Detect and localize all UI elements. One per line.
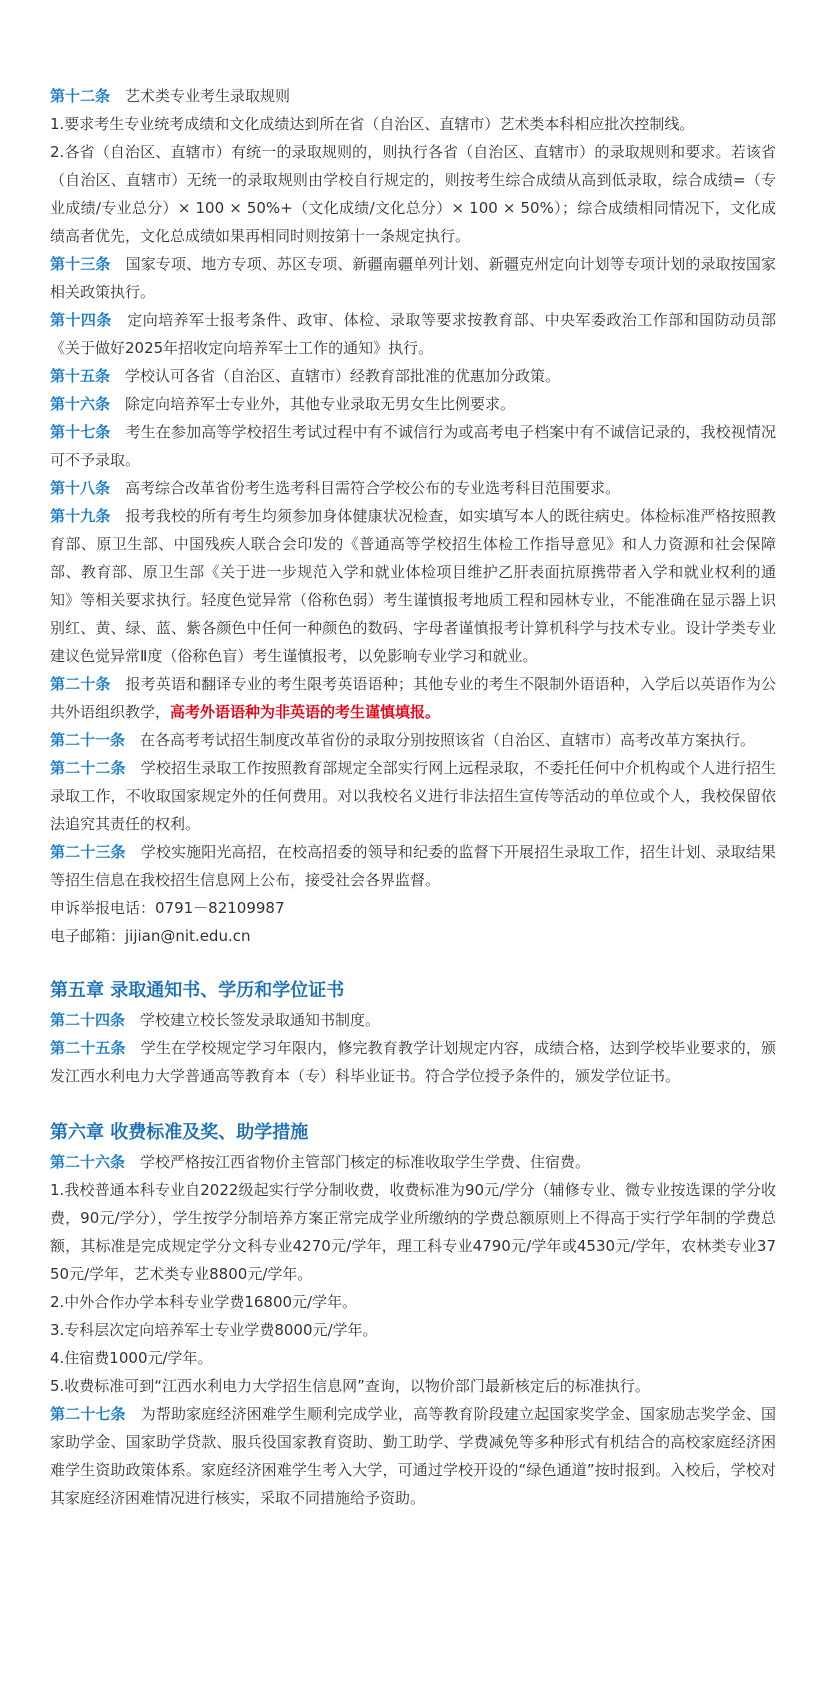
article [50, 250, 776, 306]
chapter-5-articles [50, 1006, 776, 1090]
article-paragraph [50, 1344, 776, 1372]
article-text: 定向培养军士报考条件、政审、体检、录取等要求按教育部、中央军委政治工作部和国防动员部《关于做好2025年招收定向培养军士工作的通知》执行。 [50, 311, 776, 357]
article-text: 5.收费标准可到“江西水利电力大学招生信息网”查询，以物价部门最新核定后的标准执行。 [50, 1377, 650, 1395]
articles-section-b [50, 726, 776, 950]
article-text: 为帮助家庭经济困难学生顺利完成学业，高等教育阶段建立起国家奖学金、国家励志奖学金、国家助学金、国家助学贷款、服兵役国家教育资助、勤工助学、学费减免等多种形式有机结合的高校家庭经济困难学生资助政策体系。家庭经济困难学生考入大学，可通过学校开设的“绿色通道”按时报到。入校后，学校对其家庭经济困难情况进行核实，采取不同措施给予资助。 [50, 1405, 776, 1507]
article [50, 754, 776, 838]
articles-section-a [50, 82, 776, 670]
article-label: 第十二条 [50, 87, 111, 105]
article-paragraph [50, 1372, 776, 1400]
article-label: 第二十条 [50, 675, 111, 693]
article [50, 1006, 776, 1034]
article-text: 国家专项、地方专项、苏区专项、新疆南疆单列计划、新疆克州定向计划等专项计划的录取按国家相关政策执行。 [50, 255, 776, 301]
article [50, 362, 776, 390]
article [50, 390, 776, 418]
article-text: 考生在参加高等学校招生考试过程中有不诚信行为或高考电子档案中有不诚信记录的，我校视情况可不予录取。 [50, 423, 776, 469]
article [50, 418, 776, 474]
article-label: 第十七条 [50, 423, 111, 441]
article-text: 学校认可各省（自治区、直辖市）经教育部批准的优惠加分政策。 [125, 367, 561, 385]
article-label: 第二十二条 [50, 759, 126, 777]
article [50, 838, 776, 894]
article-text: 高考综合改革省份考生选考科目需符合学校公布的专业选考科目范围要求。 [125, 479, 621, 497]
article-text: 学生在学校规定学习年限内，修完教育教学计划规定内容，成绩合格，达到学校毕业要求的，颁发江西水利电力大学普通高等教育本（专）科毕业证书。符合学位授予条件的，颁发学位证书。 [50, 1039, 776, 1085]
article-text: 学校招生录取工作按照教育部规定全部实行网上远程录取，不委托任何中介机构或个人进行招生录取工作，不收取国家规定外的任何费用。对以我校名义进行非法招生宣传等活动的单位或个人，我校保留依法追究其责任的权利。 [50, 759, 776, 833]
article-text: 电子邮箱：jijian@nit.edu.cn [50, 927, 251, 945]
article-label: 第二十七条 [50, 1405, 126, 1423]
article-text: 3.专科层次定向培养军士专业学费8000元/学年。 [50, 1321, 378, 1339]
article-text: 2.各省（自治区、直辖市）有统一的录取规则的，则执行各省（自治区、直辖市）的录取规则和要求。若该省（自治区、直辖市）无统一的录取规则由学校自行规定的，则按考生综合成绩从高到低录取，综合成绩=（专业成绩/专业总分）× 100 × 50%+（文化成绩/文化总分）× 100 × 50%）；综合成绩相同情况下，文化成绩高者优先，文化总成绩如果再相同时则按第十一条规定执行。 [50, 143, 776, 245]
article-text: 2.中外合作办学本科专业学费16800元/学年。 [50, 1293, 358, 1311]
article-label: 第十九条 [50, 507, 111, 525]
article-text: 学校严格按江西省物价主管部门核定的标准收取学生学费、住宿费。 [140, 1153, 591, 1171]
article-text: 学校建立校长签发录取通知书制度。 [140, 1011, 381, 1029]
article-label: 第十八条 [50, 479, 111, 497]
article-paragraph [50, 894, 776, 922]
article-paragraph [50, 110, 776, 138]
article-20 [50, 670, 776, 726]
article-text: 申诉举报电话：0791－82109987 [50, 899, 285, 917]
article-text: 学校实施阳光高招，在校高招委的领导和纪委的监督下开展招生录取工作，招生计划、录取结果等招生信息在我校招生信息网上公布，接受社会各界监督。 [50, 843, 776, 889]
article [50, 306, 776, 362]
article [50, 474, 776, 502]
chapter-5-title: 第五章 录取通知书、学历和学位证书 [50, 980, 345, 1001]
chapter-6-articles [50, 1148, 776, 1512]
admission-rules-document [50, 82, 776, 1512]
article-text: 1.要求考生专业统考成绩和文化成绩达到所在省（自治区、直辖市）艺术类本科相应批次控制线。 [50, 115, 695, 133]
article [50, 82, 776, 110]
article-paragraph [50, 1176, 776, 1288]
article-label: 第二十四条 [50, 1011, 126, 1029]
article [50, 502, 776, 670]
article [50, 1400, 776, 1512]
language-warning-text: 高考外语语种为非英语的考生谨慎填报。 [170, 703, 441, 721]
article-text: 报考我校的所有考生均须参加身体健康状况检查，如实填写本人的既往病史。体检标准严格按照教育部、原卫生部、中国残疾人联合会印发的《普通高等学校招生体检工作指导意见》和人力资源和社会保障部、教育部、原卫生部《关于进一步规范入学和就业体检项目维护乙肝表面抗原携带者入学和就业权利的通知》等相关要求执行。轻度色觉异常（俗称色弱）考生谨慎报考地质工程和园林专业，不能准确在显示器上识别红、黄、绿、蓝、紫各颜色中任何一种颜色的数码、字母者谨慎报考计算机科学与技术专业。设计学类专业建议色觉异常Ⅱ度（俗称色盲）考生谨慎报考，以免影响专业学习和就业。 [50, 507, 776, 665]
article-text: 1.我校普通本科专业自2022级起实行学分制收费，收费标准为90元/学分（辅修专业、微专业按选课的学分收费，90元/学分），学生按学分制培养方案正常完成学业所缴纳的学费总额原则上不得高于实行学年制的学费总额，其标准是完成规定学分文科专业4270元/学年，理工科专业4790元/学年或4530元/学年，农林类专业3750元/学年，艺术类专业8800元/学年。 [50, 1181, 776, 1283]
article-label: 第二十五条 [50, 1039, 126, 1057]
article [50, 1148, 776, 1176]
article-text: 在各高考考试招生制度改革省份的录取分别按照该省（自治区、直辖市）高考改革方案执行。 [140, 731, 756, 749]
article-label: 第十四条 [50, 311, 112, 329]
article-paragraph [50, 1316, 776, 1344]
article-text: 艺术类专业考生录取规则 [125, 87, 291, 105]
article-label: 第十五条 [50, 367, 111, 385]
article-text: 除定向培养军士专业外，其他专业录取无男女生比例要求。 [125, 395, 516, 413]
chapter-6-title: 第六章 收费标准及奖、助学措施 [50, 1122, 309, 1143]
article-label: 第十六条 [50, 395, 111, 413]
article-paragraph [50, 138, 776, 250]
article-label: 第十三条 [50, 255, 111, 273]
article-label: 第二十六条 [50, 1153, 126, 1171]
article [50, 726, 776, 754]
article-label: 第二十三条 [50, 843, 126, 861]
article-paragraph [50, 1288, 776, 1316]
article [50, 1034, 776, 1090]
article-text: 4.住宿费1000元/学年。 [50, 1349, 213, 1367]
article-label: 第二十一条 [50, 731, 126, 749]
article-text: 报考英语和翻译专业的考生限考英语语种；其他专业的考生不限制外语语种，入学后以英语作为公共外语组织教学， [50, 675, 776, 721]
article-paragraph [50, 922, 776, 950]
